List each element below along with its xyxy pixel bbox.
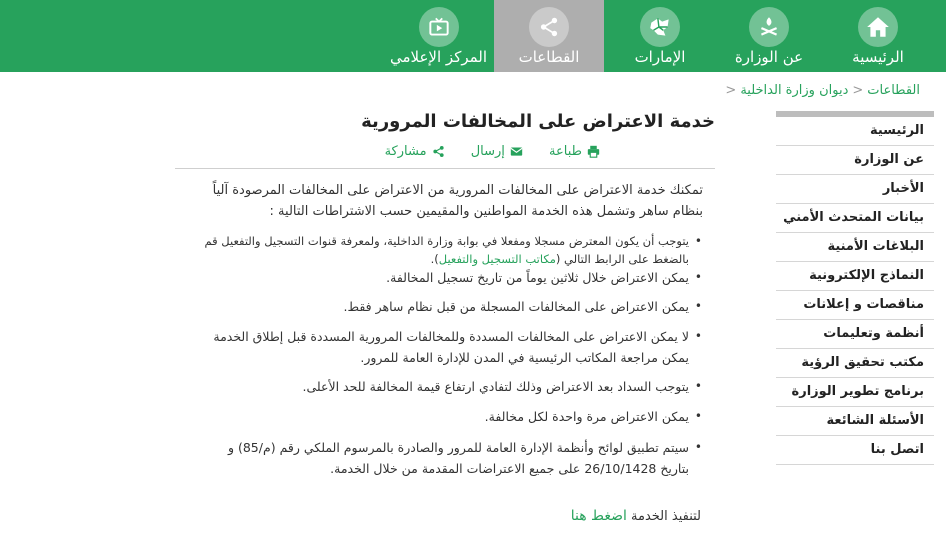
top-navigation — [0, 0, 946, 72]
nav-item-media-center[interactable] — [383, 0, 494, 72]
send-label: إرسال — [470, 144, 505, 159]
breadcrumb — [721, 82, 920, 100]
condition-item: • يمكن الاعتراض مرة واحدة لكل مخالفة. — [203, 406, 703, 427]
breadcrumb-item-sectors[interactable]: القطاعات — [867, 83, 920, 98]
execute-service — [565, 506, 701, 527]
service-intro: تمكنك خدمة الاعتراض على المخالفات المرورية من الاعتراض على المخالفات المرصودة آلياً بنظام ساهر وتشمل هذه الخدمة المواطنين والمقيمين حسب الاشتراطات التالية : — [212, 183, 703, 219]
click-here-link[interactable]: اضغط هنا — [570, 508, 627, 524]
printer-icon — [587, 145, 600, 158]
nav-item-home[interactable] — [822, 0, 934, 72]
sidebar-item-about[interactable]: عن الوزارة — [776, 146, 934, 175]
share-icon — [432, 145, 445, 158]
share-nodes-icon — [529, 7, 569, 47]
condition-text-end: ). — [430, 252, 439, 266]
home-icon — [858, 7, 898, 47]
nav-item-sectors[interactable] — [494, 0, 604, 72]
condition-item: • يمكن الاعتراض على المخالفات المسجلة من قبل نظام ساهر فقط. — [203, 296, 703, 317]
registration-offices-link[interactable]: مكاتب التسجيل والتفعيل — [438, 252, 556, 266]
nav-label: الإمارات — [634, 48, 686, 66]
breadcrumb-separator: < — [852, 83, 864, 98]
condition-item: • يتوجب السداد بعد الاعتراض وذلك لتفادي ارتفاع قيمة المخالفة للحد الأعلى. — [203, 376, 703, 397]
sidebar-item-contact[interactable]: اتصل بنا — [776, 436, 934, 465]
nav-item-regions[interactable] — [604, 0, 716, 72]
share-button[interactable] — [385, 144, 445, 159]
send-button[interactable] — [471, 144, 523, 159]
envelope-icon — [510, 145, 523, 158]
sidebar-item-regulations[interactable]: أنظمة وتعليمات — [776, 320, 934, 349]
breadcrumb-separator: < — [725, 83, 737, 98]
sidebar-item-tenders[interactable]: مناقصات و إعلانات — [776, 291, 934, 320]
execute-prefix: لتنفيذ الخدمة — [631, 509, 701, 524]
nav-label: المركز الإعلامي — [389, 48, 488, 66]
print-button[interactable] — [549, 144, 600, 159]
sidebar-item-security-reports[interactable]: البلاغات الأمنية — [776, 233, 934, 262]
sidebar-item-e-forms[interactable]: النماذج الإلكترونية — [776, 262, 934, 291]
condition-item: • لا يمكن الاعتراض على المخالفات المسددة وللمخالفات المرورية المسددة قبل إطلاق الخدمة يمكن مراجعة المكاتب الرئيسية في المدن للإدارة العامة للمرور. — [203, 326, 703, 368]
sidebar-item-security-spokesman[interactable]: بيانات المتحدث الأمني — [776, 204, 934, 233]
breadcrumb-item-ministry-diwan[interactable]: ديوان وزارة الداخلية — [740, 83, 849, 98]
sidebar-item-news[interactable]: الأخبار — [776, 175, 934, 204]
condition-item: • سيتم تطبيق لوائح وأنظمة الإدارة العامة للمرور والصادرة بالمرسوم الملكي رقم (م/85) و بتاريخ 26/10/1428 على جميع الاعتراضات المقدمة من خلال الخدمة. — [203, 437, 703, 479]
regions-icon — [640, 7, 680, 47]
page-actions — [363, 144, 600, 162]
title-divider — [175, 168, 715, 169]
share-label: مشاركة — [384, 144, 427, 159]
print-label: طباعة — [549, 144, 582, 159]
condition-item — [203, 232, 703, 268]
nav-label: عن الوزارة — [734, 48, 804, 66]
sidebar-item-vision-office[interactable]: مكتب تحقيق الرؤية — [776, 349, 934, 378]
tv-play-icon — [419, 7, 459, 47]
sidebar-item-home[interactable]: الرئيسية — [776, 117, 934, 146]
sidebar-item-faq[interactable]: الأسئلة الشائعة — [776, 407, 934, 436]
nav-label: الرئيسية — [852, 48, 904, 66]
sidebar-menu — [776, 111, 934, 465]
nav-item-about[interactable] — [716, 0, 822, 72]
emblem-icon — [749, 7, 789, 47]
sidebar-item-development-program[interactable]: برنامج تطوير الوزارة — [776, 378, 934, 407]
condition-text: يتوجب أن يكون المعترض مسجلا ومفعلا في بوابة وزارة الداخلية، ولمعرفة قنوات التسجيل والتفعيل قم بالضغط على الرابط التالي ( — [204, 234, 689, 266]
condition-item: • يمكن الاعتراض خلال ثلاثين يوماً من تاريخ تسجيل المخالفة. — [203, 267, 703, 288]
page-title: خدمة الاعتراض على المخالفات المرورية — [361, 111, 715, 132]
nav-label: القطاعات — [518, 48, 580, 66]
